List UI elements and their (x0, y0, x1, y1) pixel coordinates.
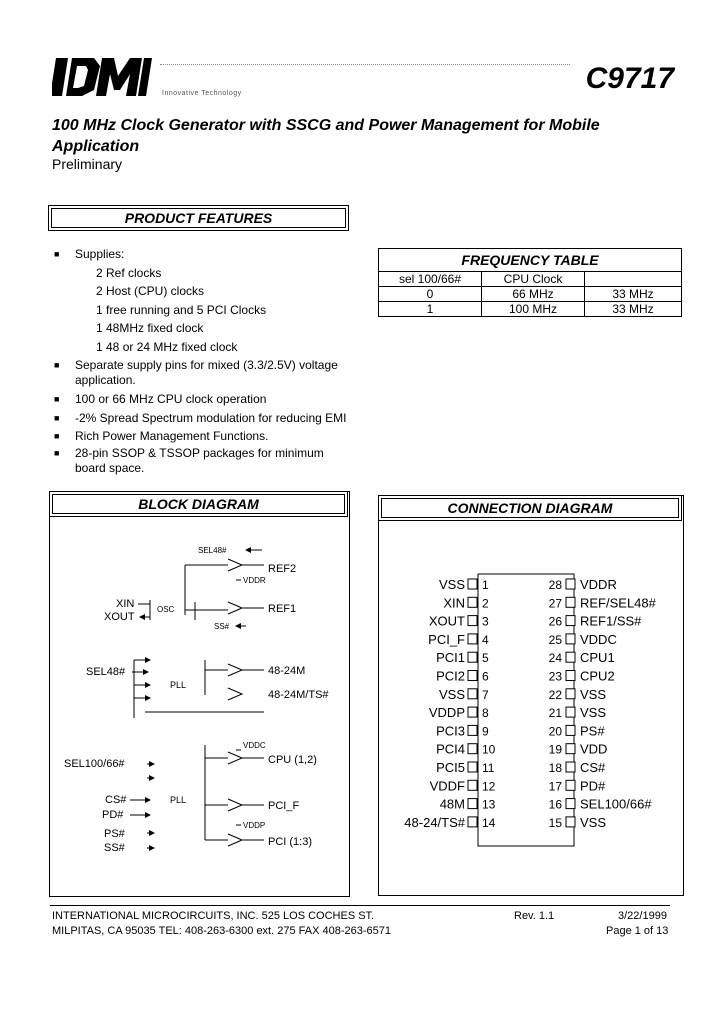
pin-name-right: VDDR (580, 577, 617, 592)
pin-pad (566, 725, 575, 735)
bd-label-sel48-top: SEL48# (198, 546, 227, 555)
company-logo (52, 56, 152, 98)
bd-label-ref2: REF2 (268, 563, 297, 575)
pin-number-left: 3 (482, 614, 489, 629)
pin-number-right: 16 (548, 797, 562, 812)
footer-page-number: Page 1 of 13 (606, 925, 669, 937)
feature-item: ■ Supplies: (54, 245, 354, 264)
pin-number-left: 1 (482, 578, 489, 592)
pin-name-left: PCI2 (436, 668, 465, 684)
pin-number-left: 10 (482, 742, 496, 757)
pin-number-left: 2 (482, 596, 489, 611)
table-header-cell (585, 272, 682, 287)
footer-rule (50, 905, 670, 906)
block-diagram-heading: BLOCK DIAGRAM (52, 494, 345, 514)
supply-item: 1 48MHz fixed clock (96, 321, 204, 335)
pin-number-left: 13 (482, 797, 496, 812)
pin-name-left: PCI4 (436, 741, 465, 757)
pin-pad (566, 744, 575, 754)
bd-label-pd: PD# (102, 809, 124, 821)
pin-name-left: VDDF (429, 778, 465, 794)
table-cell: 33 MHz (585, 302, 682, 317)
pin-number-left: 9 (482, 724, 489, 739)
bd-label-pll1: PLL (170, 680, 187, 690)
pin-pad (468, 579, 477, 589)
pin-name-left: VSS (438, 686, 465, 702)
pin-name-right: REF1/SS# (580, 613, 642, 629)
pin-pad (566, 799, 575, 809)
pin-name-right: VDD (580, 741, 608, 757)
bd-label-xin: XIN (116, 598, 135, 610)
feature-item: ■ -2% Spread Spectrum modulation for reducing EMI (54, 409, 354, 428)
pin-number-right: 21 (548, 706, 562, 721)
table-cell: 66 MHz (482, 287, 585, 302)
pin-pad (566, 762, 575, 772)
table-header-row (379, 272, 682, 287)
pin-number-left: 7 (482, 687, 489, 702)
pin-pad (566, 652, 575, 662)
table-row (379, 287, 682, 302)
bullet-icon: ■ (54, 360, 60, 370)
pin-pad (468, 634, 477, 644)
pin-number-right: 26 (548, 614, 562, 629)
bd-label-cpu: CPU (1,2) (268, 754, 317, 766)
pin-name-left: PCI3 (436, 723, 465, 739)
supply-item: 2 Host (CPU) clocks (96, 284, 205, 298)
product-features-heading: PRODUCT FEATURES (51, 208, 346, 228)
document-status: Preliminary (52, 156, 123, 172)
pin-name-left: PCI1 (436, 650, 465, 666)
bullet-icon: ■ (54, 394, 60, 404)
feature-item: ■ 100 or 66 MHz CPU clock operation (54, 390, 354, 409)
pin-pad (566, 616, 575, 626)
pin-name-right: VDDC (580, 631, 617, 647)
bd-label-vddr: VDDR (243, 576, 266, 585)
pin-name-right: VSS (580, 686, 607, 702)
table-cell: 0 (379, 287, 482, 302)
bullet-icon: ■ (54, 447, 60, 458)
pin-number-right: 18 (548, 761, 562, 775)
pin-pad (468, 652, 477, 662)
pin-name-right: VSS (580, 705, 607, 721)
bd-label-pci: PCI (1:3) (268, 836, 313, 848)
pin-pad (468, 780, 477, 790)
pin-pad (468, 671, 477, 681)
pin-name-left: PCI_F (428, 631, 465, 647)
connection-diagram-heading: CONNECTION DIAGRAM (381, 498, 679, 518)
company-tagline: Innovative Technology (162, 90, 242, 97)
table-header-cell: sel 100/66# (379, 272, 482, 287)
pin-pad (468, 616, 477, 626)
bd-label-cs: CS# (105, 794, 127, 806)
pin-number-right: 19 (548, 742, 562, 757)
pin-name-left: 48M (439, 796, 465, 812)
connection-diagram-heading-box (378, 495, 682, 521)
pin-pad (566, 597, 575, 607)
bullet-icon: ■ (54, 431, 60, 441)
bd-label-48-24m: 48-24M (268, 665, 306, 677)
footer-address-line1: INTERNATIONAL MICROCIRCUITS, INC. 525 LOS COCHES ST. (52, 910, 375, 922)
pin-pad (468, 762, 477, 772)
pin-number-left: 4 (482, 632, 489, 647)
pin-pad (468, 725, 477, 735)
pin-number-left: 6 (482, 669, 489, 684)
table-row (379, 302, 682, 317)
pin-name-right: SEL100/66# (580, 796, 652, 812)
pin-name-right: PD# (580, 778, 606, 794)
pin-number-right: 28 (548, 578, 562, 592)
pin-number-left: 5 (482, 651, 489, 666)
pin-number-right: 17 (548, 779, 562, 794)
product-features-heading-box (48, 205, 349, 231)
pin-number-right: 15 (548, 815, 562, 830)
bd-label-vddp: VDDP (243, 821, 266, 830)
pin-pad (566, 780, 575, 790)
pin-pad (566, 579, 575, 589)
part-number: C9717 (585, 62, 674, 95)
pin-number-right: 27 (548, 596, 562, 611)
table-cell: 1 (379, 302, 482, 317)
pin-name-right: VSS (580, 814, 607, 830)
pin-pad (566, 634, 575, 644)
bd-label-sel48-in: SEL48# (86, 666, 126, 678)
pin-pad (468, 707, 477, 717)
pin-number-left: 11 (482, 761, 495, 775)
bd-label-ss-bottom: SS# (104, 842, 125, 854)
pin-number-left: 14 (482, 815, 496, 830)
footer-revision: Rev. 1.1 (514, 910, 555, 922)
pin-number-right: 24 (548, 651, 562, 666)
frequency-table-heading: FREQUENCY TABLE (378, 248, 682, 272)
pinout-diagram (379, 560, 681, 860)
feature-item: ■ Rich Power Management Functions. (54, 427, 354, 446)
table-cell: 33 MHz (585, 287, 682, 302)
product-features-list (54, 245, 354, 476)
table-header-cell: CPU Clock (482, 272, 585, 287)
frequency-table-grid (378, 271, 682, 317)
pin-name-right: CPU1 (580, 650, 615, 666)
supply-item: 2 Ref clocks (96, 265, 162, 280)
pin-number-right: 20 (548, 724, 562, 739)
pin-number-right: 22 (548, 687, 562, 702)
supply-item: 1 48 or 24 MHz fixed clock (96, 339, 238, 354)
pin-name-right: CS# (580, 760, 606, 775)
pin-name-right: CPU2 (580, 668, 615, 684)
bd-label-ref1: REF1 (268, 603, 297, 615)
bd-label-ps: PS# (104, 828, 125, 840)
pin-name-left: XIN (443, 595, 465, 611)
supply-item: 1 free running and 5 PCI Clocks (96, 302, 267, 317)
bd-label-pll2: PLL (170, 795, 187, 805)
pin-number-right: 23 (548, 669, 562, 684)
bd-label-osc: OSC (157, 605, 175, 614)
pin-pad (566, 707, 575, 717)
pin-pad (566, 689, 575, 699)
pin-pad (468, 817, 477, 827)
pin-pad (468, 799, 477, 809)
pin-name-right: REF/SEL48# (580, 595, 656, 611)
footer-date: 3/22/1999 (618, 910, 667, 922)
pin-number-left: 8 (482, 706, 489, 721)
bd-label-ss-top: SS# (214, 622, 230, 631)
block-diagram (50, 520, 348, 894)
pin-name-right: PS# (580, 723, 605, 739)
pin-pad (566, 817, 575, 827)
pin-pad (468, 744, 477, 754)
pin-number-right: 25 (548, 632, 562, 647)
bd-label-vddc: VDDC (243, 741, 266, 750)
pin-name-left: VDDP (428, 705, 465, 721)
pin-name-left: XOUT (428, 613, 465, 629)
bullet-icon: ■ (54, 412, 60, 423)
bd-label-sel100-66: SEL100/66# (64, 758, 125, 770)
feature-item: ■ 28-pin SSOP & TSSOP packages for minimum board space. (54, 445, 324, 475)
pin-name-left: VSS (438, 577, 465, 592)
bd-label-pci-f: PCI_F (268, 800, 300, 812)
feature-item: ■ Separate supply pins for mixed (3.3/2.5V) voltage application. (54, 358, 338, 387)
pin-name-left: 48-24/TS# (404, 814, 465, 830)
pin-number-left: 12 (482, 779, 496, 794)
bd-label-xout: XOUT (104, 611, 135, 623)
frequency-table (378, 248, 682, 317)
bd-label-48-24m-ts: 48-24M/TS# (268, 689, 329, 701)
block-diagram-heading-box (49, 491, 348, 517)
pin-pad (566, 671, 575, 681)
pin-pad (468, 689, 477, 699)
footer-address-line2: MILPITAS, CA 95035 TEL: 408-263-6300 ext. 275 FAX 408-263-6571 (52, 925, 391, 937)
header-rule (160, 64, 570, 65)
document-title: 100 MHz Clock Generator with SSCG and Power Management for Mobile Application (52, 117, 600, 155)
bullet-icon: ■ (54, 249, 60, 259)
pin-pad (468, 597, 477, 607)
table-cell: 100 MHz (482, 302, 585, 317)
pin-name-left: PCI5 (436, 760, 465, 775)
